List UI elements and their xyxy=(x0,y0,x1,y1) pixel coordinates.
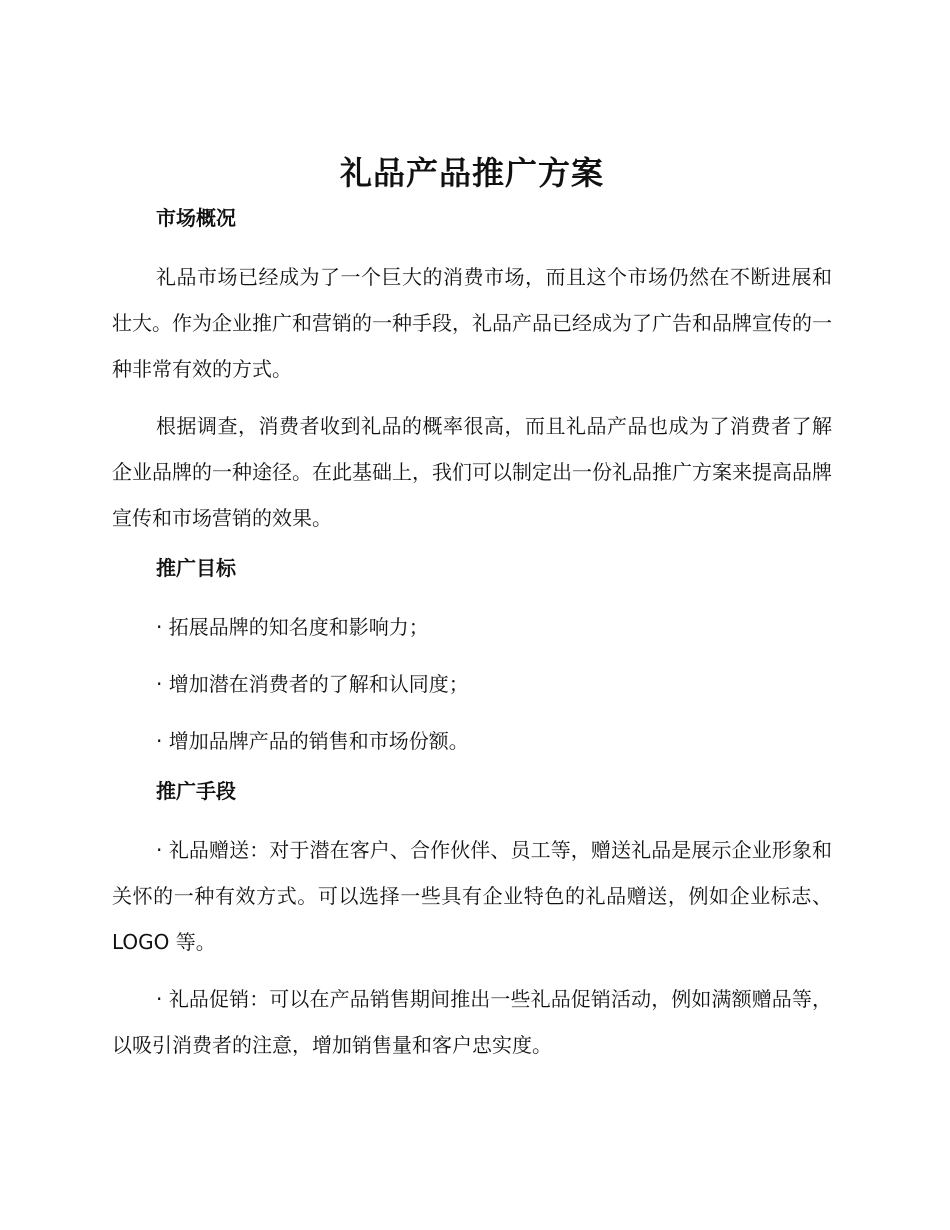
list-item-means-2: · 礼品促销：可以在产品销售期间推出一些礼品促销活动，例如满额赠品等，以吸引消费者的注意，增加销售量和客户忠实度。 xyxy=(112,987,832,1057)
section-heading-market: 市场概况 xyxy=(156,206,236,230)
document-page xyxy=(112,150,832,1079)
list-item-means-1: · 礼品赠送：对于潜在客户、合作伙伴、员工等，赠送礼品是展示企业形象和关怀的一种有效方式。可以选择一些具有企业特色的礼品赠送，例如企业标志、LOGO 等。 xyxy=(112,838,832,954)
section-heading-goal: 推广目标 xyxy=(156,556,236,580)
list-item-goal-1: · 拓展品牌的知名度和影响力； xyxy=(156,615,429,639)
paragraph-market-2: 根据调查，消费者收到礼品的概率很高，而且礼品产品也成为了消费者了解企业品牌的一种途径。在此基础上，我们可以制定出一份礼品推广方案来提高品牌宣传和市场营销的效果。 xyxy=(112,414,832,530)
list-item-goal-2: · 增加潜在消费者的了解和认同度； xyxy=(156,672,469,696)
list-item-goal-3: · 增加品牌产品的销售和市场份额。 xyxy=(156,729,469,753)
document-title: 礼品产品推广方案 xyxy=(339,154,604,192)
section-heading-means: 推广手段 xyxy=(156,779,236,803)
paragraph-market-1: 礼品市场已经成为了一个巨大的消费市场，而且这个市场仍然在不断进展和壮大。作为企业推广和营销的一种手段，礼品产品已经成为了广告和品牌宣传的一种非常有效的方式。 xyxy=(112,265,832,381)
